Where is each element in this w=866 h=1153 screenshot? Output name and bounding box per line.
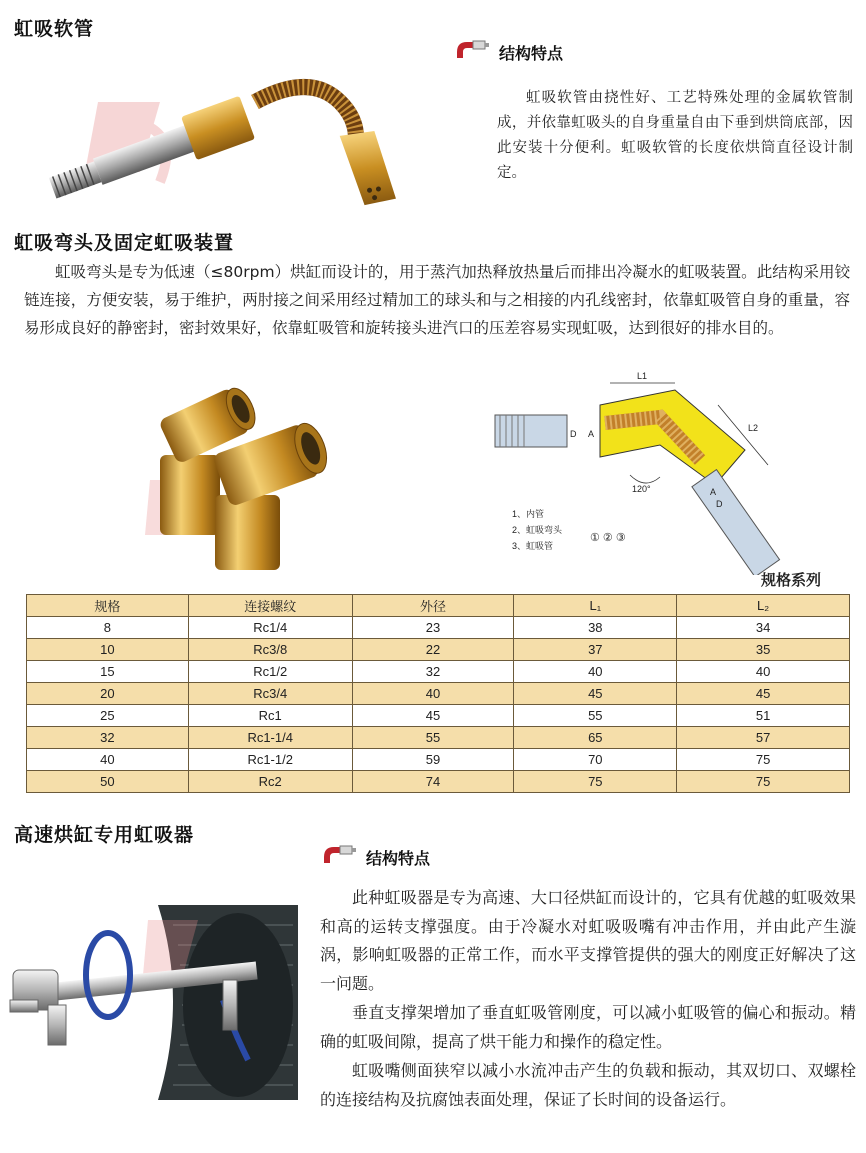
table-row: [27, 727, 850, 749]
table-row: [27, 639, 850, 661]
cell: 57: [677, 727, 850, 749]
section2-title: 虹吸弯头及固定虹吸装置: [14, 232, 235, 254]
legend-1: 1、内管: [512, 509, 545, 519]
label-numbers: ① ② ③: [590, 532, 626, 544]
header-thread: 连接螺纹: [188, 595, 352, 617]
elbow-diagram: [490, 365, 790, 575]
cell: 45: [677, 683, 850, 705]
cell: 22: [352, 639, 514, 661]
section3-feature-heading: [322, 843, 430, 871]
cell: Rc2: [188, 771, 352, 793]
table-header-row: [27, 595, 850, 617]
cell: 23: [352, 617, 514, 639]
header-l2: L₂: [677, 595, 850, 617]
label-angle: 120°: [632, 484, 651, 494]
cell: 40: [27, 749, 189, 771]
cell: 34: [677, 617, 850, 639]
feature-heading-text: 结构特点: [499, 43, 564, 63]
cell: 59: [352, 749, 514, 771]
cell: 32: [352, 661, 514, 683]
cell: Rc1: [188, 705, 352, 727]
cell: 25: [27, 705, 189, 727]
cell: 51: [677, 705, 850, 727]
section3-paragraph-2: 垂直支撑架增加了垂直虹吸管刚度，可以减小虹吸管的偏心和振动。精确的虹吸间隙，提高了烘干能力和操作的稳定性。: [320, 1003, 856, 1051]
table-row: [27, 661, 850, 683]
cell: 75: [677, 749, 850, 771]
table-row: [27, 683, 850, 705]
section2-paragraph: 虹吸弯头是专为低速（≤80rpm）烘缸而设计的，用于蒸汽加热释放热量后而排出冷凝水的虹吸装置。此结构采用铰链连接，方便安装，易于维护，两肘接之间采用经过精加工的球头和与之相接的内孔线密封，依靠虹吸管自身的重量，容易形成良好的静密封，密封效果好，依靠虹吸管和旋转接头进汽口的压差容易实现虹吸，达到很好的排水目的。: [24, 263, 850, 337]
spec-series-caption: 规格系列: [761, 571, 822, 589]
table-row: [27, 705, 850, 727]
cell: 40: [677, 661, 850, 683]
cell: 20: [27, 683, 189, 705]
label-a-bottom: A: [710, 487, 717, 497]
siphon-fitting-icon: [455, 38, 491, 66]
feature-heading-text: 结构特点: [366, 848, 431, 868]
cell: Rc1/4: [188, 617, 352, 639]
cell: Rc1-1/4: [188, 727, 352, 749]
section3-paragraph-3: 虹吸嘴侧面狭窄以减小水流冲击产生的负载和振动，其双切口、双螺栓的连接结构及抗腐蚀表面处理，保证了长时间的设备运行。: [320, 1061, 856, 1109]
cell: 38: [514, 617, 677, 639]
cell: 75: [514, 771, 677, 793]
section3-paragraph-1: 此种虹吸器是专为高速、大口径烘缸而设计的，它具有优越的虹吸效果和高的运转支撑强度。由于冷凝水对虹吸吸嘴有冲击作用，并由此产生漩涡，影响虹吸器的正常工作，而水平支撑管提供的强大的刚度正好解决了这一问题。: [320, 888, 856, 993]
cell: 70: [514, 749, 677, 771]
cell: Rc1/2: [188, 661, 352, 683]
section1-feature-heading: [455, 38, 563, 66]
header-outer-diameter: 外径: [352, 595, 514, 617]
cell: 74: [352, 771, 514, 793]
label-a-top: A: [588, 429, 595, 439]
siphon-hose-image: [40, 62, 420, 222]
legend-2: 2、虹吸弯头: [512, 525, 563, 535]
section3-title: 高速烘缸专用虹吸器: [14, 824, 195, 846]
cell: Rc3/4: [188, 683, 352, 705]
cell: 45: [514, 683, 677, 705]
cell: 32: [27, 727, 189, 749]
cell: Rc1-1/2: [188, 749, 352, 771]
table-row: [27, 617, 850, 639]
label-l2: L2: [748, 423, 759, 433]
cell: 40: [514, 661, 677, 683]
label-d-bottom: D: [716, 499, 723, 509]
label-l1: L1: [637, 371, 648, 381]
cell: 75: [677, 771, 850, 793]
header-spec: 规格: [27, 595, 189, 617]
cell: 8: [27, 617, 189, 639]
cell: Rc3/8: [188, 639, 352, 661]
legend-3: 3、虹吸管: [512, 541, 554, 551]
section1-paragraph: 虹吸软管由挠性好、工艺特殊处理的金属软管制成，并依靠虹吸头的自身重量自由下垂到烘筒底部，因此安装十分便利。虹吸软管的长度依烘筒直径设计制定。: [497, 90, 853, 181]
cell: 37: [514, 639, 677, 661]
spec-table: [26, 594, 850, 793]
header-l1: L₁: [514, 595, 677, 617]
cell: 55: [352, 727, 514, 749]
cell: 35: [677, 639, 850, 661]
cell: 45: [352, 705, 514, 727]
table-row: [27, 749, 850, 771]
siphon-elbow-image: [140, 385, 350, 575]
table-row: [27, 771, 850, 793]
cell: 50: [27, 771, 189, 793]
label-d-top: D: [570, 429, 577, 439]
siphon-fitting-icon: [322, 843, 358, 871]
cell: 40: [352, 683, 514, 705]
cell: 65: [514, 727, 677, 749]
cell: 55: [514, 705, 677, 727]
cell: 10: [27, 639, 189, 661]
high-speed-siphon-image: [8, 900, 308, 1110]
cell: 15: [27, 661, 189, 683]
section1-title: 虹吸软管: [14, 18, 95, 40]
